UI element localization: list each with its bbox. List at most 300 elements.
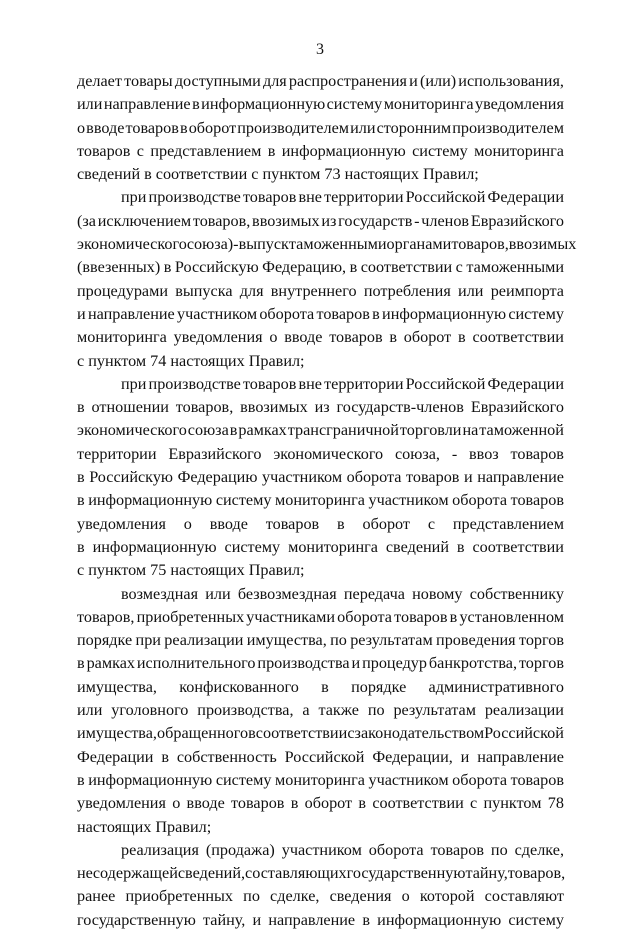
word: участником xyxy=(281,840,362,859)
word: приобретенных xyxy=(125,887,234,906)
word: результатам xyxy=(393,701,476,720)
word: в xyxy=(290,794,299,813)
text-line xyxy=(77,303,564,326)
word: - xyxy=(451,444,458,463)
word: пунктом xyxy=(88,351,147,370)
word: и xyxy=(409,72,418,90)
word: органами xyxy=(386,235,452,254)
word: ввоз xyxy=(469,444,499,463)
word: использования, xyxy=(458,72,564,90)
word: по xyxy=(367,701,385,720)
word: результатам xyxy=(350,631,433,650)
word: систему xyxy=(508,304,564,323)
text-line xyxy=(77,93,564,116)
word: с xyxy=(77,351,85,370)
word: оборот xyxy=(304,794,353,813)
word: Евразийского xyxy=(168,444,262,463)
word: Российскую xyxy=(174,258,259,277)
word: реализации xyxy=(484,701,564,720)
word: Федерации xyxy=(487,188,564,207)
word: законодательством xyxy=(354,724,485,743)
word: информационную xyxy=(281,141,406,160)
word: территории xyxy=(324,188,404,207)
word: Федерации xyxy=(487,374,564,393)
word: товаров xyxy=(125,118,179,137)
word: систему xyxy=(326,95,383,114)
word: торговли xyxy=(399,421,462,440)
text-line xyxy=(77,326,564,349)
word: (за xyxy=(77,211,96,230)
word: Евразийского xyxy=(470,211,564,230)
word: систему xyxy=(215,770,272,789)
text-line xyxy=(77,652,564,675)
word: отношении xyxy=(91,398,169,417)
word: которой xyxy=(419,887,475,906)
word: уведомления xyxy=(173,328,263,347)
word: систему xyxy=(215,491,272,510)
word: торгов xyxy=(518,654,564,673)
text-line xyxy=(77,280,564,303)
word: в xyxy=(179,118,188,137)
word: в xyxy=(161,747,169,766)
word: товаров, xyxy=(507,864,566,883)
word: в xyxy=(144,165,152,184)
word: представлением xyxy=(452,514,564,533)
word: из xyxy=(314,398,330,417)
word: в xyxy=(77,491,85,510)
word: по xyxy=(490,840,508,859)
word: настоящих xyxy=(170,351,245,370)
text-line xyxy=(77,792,564,815)
word: производителем xyxy=(452,118,564,137)
word: и xyxy=(463,468,473,487)
word: Федерацию xyxy=(177,468,258,487)
word: сделке, xyxy=(514,840,564,859)
word: оборот xyxy=(362,514,411,533)
word: о xyxy=(401,887,410,906)
word: о xyxy=(77,118,86,137)
word: Евразийского xyxy=(470,398,564,417)
word: при xyxy=(135,631,161,650)
word: не xyxy=(77,864,93,883)
word: рамках xyxy=(238,421,287,440)
word: товаров xyxy=(510,491,564,510)
word: участником xyxy=(262,468,343,487)
text-line xyxy=(77,70,564,93)
word: уведомления xyxy=(77,514,166,533)
word: собственнику xyxy=(469,584,564,603)
word: распространения xyxy=(288,72,407,90)
word: в xyxy=(77,468,85,487)
word: (продажа) xyxy=(205,840,275,859)
word: ввозимых xyxy=(508,235,577,254)
word: производстве xyxy=(148,188,241,207)
word: установленном xyxy=(459,607,564,626)
word: а xyxy=(302,701,310,720)
word: ввозимых xyxy=(240,398,308,417)
word: экономического xyxy=(77,421,187,440)
word: передача xyxy=(343,584,405,603)
word: о xyxy=(183,514,192,533)
word: мониторинга xyxy=(383,95,474,114)
word: конфискованного xyxy=(179,677,299,696)
word: пунктом xyxy=(262,165,321,184)
word: товаров xyxy=(510,444,564,463)
word: составляющих xyxy=(245,864,347,883)
word: с xyxy=(427,514,436,533)
word: пунктом xyxy=(483,794,542,813)
word: территории xyxy=(77,444,157,463)
word: ввозимых xyxy=(252,211,320,230)
word: информационную xyxy=(201,95,326,114)
text-line xyxy=(77,769,564,792)
word: мониторинга xyxy=(288,537,378,556)
word: Федерации, xyxy=(372,747,453,766)
word: соответствии xyxy=(472,328,564,347)
word: сведений xyxy=(77,165,141,184)
word: производства, xyxy=(197,701,294,720)
text-line xyxy=(77,559,564,582)
word: процедур xyxy=(362,654,427,673)
word: собственность xyxy=(176,747,277,766)
word: и xyxy=(77,304,86,323)
word: товаров xyxy=(510,770,564,789)
word: или xyxy=(205,584,231,603)
word: товаров xyxy=(394,607,448,626)
word: уголовного xyxy=(111,701,189,720)
word: пунктом xyxy=(88,561,147,580)
text-line xyxy=(77,606,564,629)
text-line xyxy=(77,816,564,839)
word: настоящих xyxy=(344,165,419,184)
word: в xyxy=(449,607,458,626)
word: сведений xyxy=(385,537,449,556)
word: мониторинга xyxy=(77,328,167,347)
word: вводе xyxy=(186,794,225,813)
word: вводе xyxy=(209,514,248,533)
word: направление xyxy=(477,468,564,487)
text-line xyxy=(77,629,564,652)
word: или xyxy=(77,701,103,720)
word: оборота xyxy=(452,770,508,789)
word: в xyxy=(229,421,238,440)
word: систему xyxy=(224,537,281,556)
word: сторонним xyxy=(376,118,452,137)
word: - xyxy=(414,211,420,230)
word: (ввезенных) xyxy=(77,258,161,277)
word: Российской xyxy=(484,724,564,743)
word: оборота xyxy=(259,304,315,323)
word: проведения xyxy=(436,631,516,650)
word: делает xyxy=(77,72,122,90)
word: в xyxy=(321,677,329,696)
word: с xyxy=(455,258,463,277)
word: процедурами xyxy=(77,281,168,300)
word: реализации xyxy=(164,631,244,650)
word: Российской xyxy=(405,374,486,393)
word: информационную xyxy=(382,304,507,323)
word: содержащей xyxy=(92,864,178,883)
word: порядке xyxy=(351,677,407,696)
text-line xyxy=(77,885,564,908)
word: экономического xyxy=(273,444,384,463)
word: участником xyxy=(368,491,449,510)
word: торгов xyxy=(518,631,564,650)
word: обращенного xyxy=(157,724,249,743)
word: выпуска xyxy=(175,281,233,300)
word: 73 xyxy=(324,165,341,184)
word: Федерацию, xyxy=(262,258,347,277)
word: товаров xyxy=(406,468,460,487)
word: с xyxy=(470,794,478,813)
text-line xyxy=(77,186,564,209)
word: товары xyxy=(124,72,173,90)
word: товаров, xyxy=(175,398,234,417)
word: информационную xyxy=(92,537,217,556)
word: в xyxy=(77,398,85,417)
word: рамках xyxy=(86,654,135,673)
word: Правил; xyxy=(155,817,212,836)
text-line xyxy=(77,466,564,489)
word: в xyxy=(372,304,380,323)
word: в xyxy=(349,258,358,277)
word: уведомления xyxy=(475,95,564,114)
word: 74 xyxy=(150,351,167,370)
word: (или) xyxy=(419,72,457,90)
word: имущества, xyxy=(77,677,157,696)
word: тайну, xyxy=(202,910,246,929)
text-line xyxy=(77,256,564,279)
word: в xyxy=(358,794,367,813)
word: товаров, xyxy=(451,235,509,254)
word: соответствии xyxy=(472,537,564,556)
word: в xyxy=(77,654,85,673)
word: товаров xyxy=(316,304,370,323)
word: административного xyxy=(428,677,564,696)
word: оборота xyxy=(368,840,424,859)
word: исполнительного xyxy=(136,654,256,673)
word: порядке xyxy=(77,631,133,650)
word: о xyxy=(269,328,278,347)
word: государственную xyxy=(346,864,466,883)
text-line xyxy=(77,396,564,419)
word: направление xyxy=(477,747,564,766)
word: соответствии xyxy=(255,724,348,743)
word: Правил; xyxy=(422,165,479,184)
word: Правил; xyxy=(248,561,305,580)
word: при xyxy=(121,374,147,393)
word: для xyxy=(239,281,264,300)
word: в xyxy=(267,141,276,160)
word: информационную xyxy=(377,910,502,929)
word: оборота xyxy=(337,607,392,626)
word: с xyxy=(251,165,259,184)
word: в xyxy=(458,328,466,347)
word: составляют xyxy=(484,887,564,906)
word: товаров, xyxy=(77,607,135,626)
word: сделке, xyxy=(270,887,320,906)
word: банкротства, xyxy=(428,654,518,673)
word: в xyxy=(389,328,398,347)
word: приобретенных xyxy=(136,607,245,626)
word: ранее xyxy=(77,887,116,906)
word: информационную xyxy=(88,770,213,789)
text-line xyxy=(77,163,564,186)
word: мониторинга xyxy=(275,770,365,789)
word: вне xyxy=(298,188,322,207)
word: по xyxy=(330,631,347,650)
word: товаров xyxy=(242,188,297,207)
word: мониторинга xyxy=(275,491,365,510)
word: внутреннего xyxy=(270,281,357,300)
text-line xyxy=(77,233,577,256)
word: участником xyxy=(176,304,258,323)
word: участником xyxy=(368,770,449,789)
word: направление xyxy=(268,910,356,929)
word: вводе xyxy=(284,328,323,347)
word: таможенными xyxy=(466,258,564,277)
body-text xyxy=(77,70,577,932)
word: направление xyxy=(87,304,175,323)
text-line xyxy=(77,699,564,722)
word: Федерации xyxy=(77,747,154,766)
word: исключением xyxy=(97,211,192,230)
word: сведений, xyxy=(177,864,246,883)
text-line xyxy=(77,489,564,512)
word: Российскую xyxy=(89,468,174,487)
text-line xyxy=(77,536,564,559)
word: с xyxy=(347,724,355,743)
word: союза xyxy=(187,421,229,440)
word: по xyxy=(243,887,260,906)
word: производителем xyxy=(237,118,349,137)
page-number: 3 xyxy=(316,41,324,58)
word: государств xyxy=(338,211,413,230)
word: с xyxy=(77,561,85,580)
word: имущества, xyxy=(246,631,327,650)
word: и xyxy=(351,654,361,673)
word: тайну, xyxy=(465,864,508,883)
text-line xyxy=(77,676,564,699)
word: экономического xyxy=(77,235,187,254)
word: оборота xyxy=(452,491,508,510)
word: доступными xyxy=(174,72,261,90)
text-line xyxy=(77,419,564,442)
text-line xyxy=(77,513,564,536)
word: товаров xyxy=(77,141,131,160)
text-line xyxy=(77,583,564,606)
word: в xyxy=(163,258,172,277)
word: таможенной xyxy=(479,421,564,440)
word: на xyxy=(462,421,479,440)
word: товаров xyxy=(231,794,285,813)
word: вводе xyxy=(86,118,125,137)
word: государственную xyxy=(77,910,196,929)
word: о xyxy=(172,794,181,813)
word: и xyxy=(252,910,262,929)
text-line xyxy=(77,443,564,466)
word: или xyxy=(350,118,376,137)
word: товаров, xyxy=(192,211,251,230)
word: в xyxy=(337,514,345,533)
word: информационную xyxy=(88,491,213,510)
word: производства xyxy=(257,654,350,673)
word: имущества, xyxy=(77,724,157,743)
text-line xyxy=(77,117,564,140)
word: направление xyxy=(103,95,191,114)
word: систему xyxy=(412,141,468,160)
word: в xyxy=(77,537,85,556)
word: новому xyxy=(412,584,463,603)
word: в xyxy=(248,724,256,743)
word: участниками xyxy=(246,607,336,626)
word: соответствии xyxy=(360,258,453,277)
word: товаров xyxy=(242,374,297,393)
word: мониторинга xyxy=(474,141,564,160)
word: и xyxy=(460,747,470,766)
word: оборота xyxy=(346,468,402,487)
text-line xyxy=(77,862,564,885)
text-line xyxy=(77,210,564,233)
word: сведения xyxy=(329,887,392,906)
word: выпуск xyxy=(238,235,289,254)
word: - xyxy=(233,235,239,254)
word: при xyxy=(121,188,147,207)
word: также xyxy=(318,701,359,720)
word: в xyxy=(77,770,85,789)
text-line xyxy=(77,746,564,769)
word: товаров xyxy=(430,840,484,859)
word: Правил; xyxy=(248,351,305,370)
word: вне xyxy=(298,374,322,393)
word: из xyxy=(321,211,337,230)
word: 78 xyxy=(547,794,564,813)
word: товаров xyxy=(265,514,320,533)
text-line xyxy=(77,350,564,373)
word: таможенными xyxy=(288,235,387,254)
word: трансграничной xyxy=(287,421,399,440)
text-line xyxy=(77,722,564,745)
word: соответствии xyxy=(372,794,464,813)
word: товаров xyxy=(329,328,383,347)
word: безвозмездная xyxy=(237,584,337,603)
word: потребления xyxy=(363,281,451,300)
word: 75 xyxy=(150,561,167,580)
word: территории xyxy=(324,374,404,393)
word: систему xyxy=(508,910,564,929)
word: Российской xyxy=(405,188,486,207)
word: соответствии xyxy=(155,165,248,184)
word: союза) xyxy=(186,235,234,254)
word: реимпорта xyxy=(490,281,564,300)
word: для xyxy=(262,72,287,90)
word: оборот xyxy=(188,118,237,137)
word: в xyxy=(192,95,200,114)
text-line xyxy=(77,909,564,932)
word: с xyxy=(136,141,144,160)
word: в xyxy=(362,910,370,929)
word: или xyxy=(77,95,103,114)
word: настоящих xyxy=(77,817,152,836)
word: уведомления xyxy=(77,794,166,813)
text-line xyxy=(77,839,564,862)
word: союза, xyxy=(394,444,440,463)
word: членов xyxy=(421,211,470,230)
word: оборот xyxy=(403,328,452,347)
word: или xyxy=(458,281,484,300)
word: реализация xyxy=(121,840,199,859)
word: производстве xyxy=(148,374,241,393)
